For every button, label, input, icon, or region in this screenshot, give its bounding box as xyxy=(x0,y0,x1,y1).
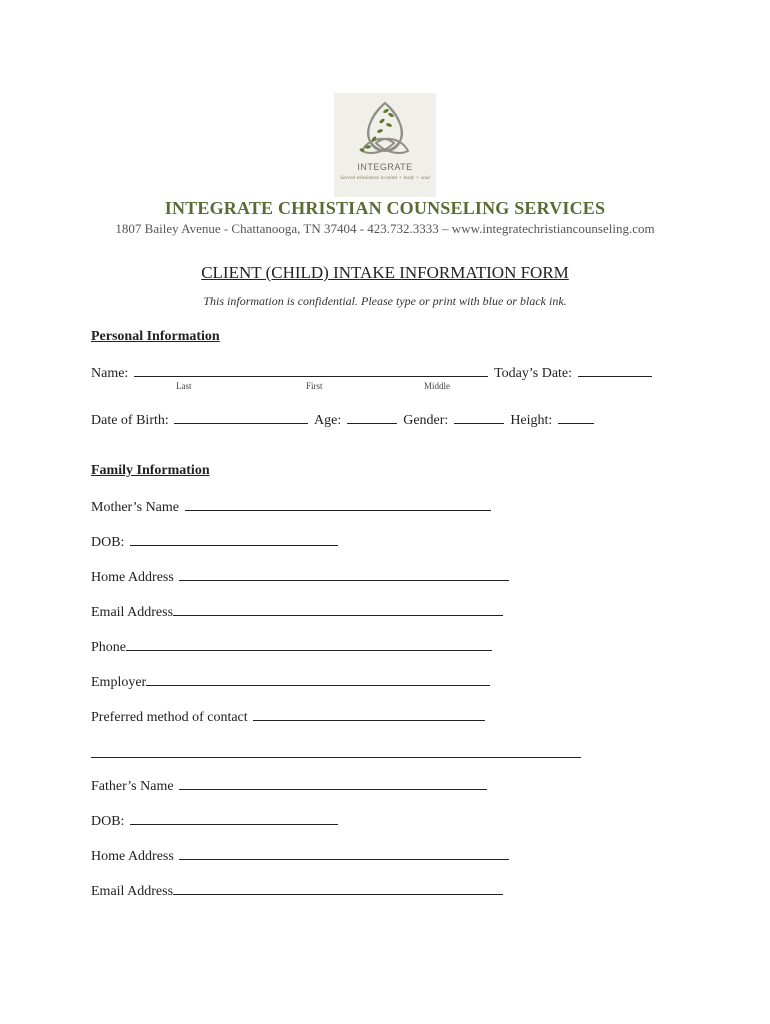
mother-extra-line-field[interactable] xyxy=(91,757,581,758)
section-heading-personal: Personal Information xyxy=(91,329,220,344)
section-heading-family: Family Information xyxy=(91,463,210,478)
logo-tagline: Sacred wholeness in mind + body + soul xyxy=(340,175,430,181)
father-name-label: Father’s Name xyxy=(91,779,174,794)
mother-home-field[interactable] xyxy=(179,568,509,581)
mother-name-field[interactable] xyxy=(185,498,491,511)
gender-label: Gender: xyxy=(403,413,449,428)
father-name-row xyxy=(91,777,490,795)
father-dob-label: DOB: xyxy=(91,814,125,829)
org-address: 1807 Bailey Avenue - Chattanooga, TN 37404 - 423.732.3333 – www.integratechristiancounseling.com xyxy=(115,221,655,236)
name-field[interactable] xyxy=(134,364,488,377)
logo-word: INTEGRATE xyxy=(357,162,413,172)
dob-row xyxy=(91,411,597,429)
mother-employer-label: Employer xyxy=(91,675,147,690)
mother-contact-row xyxy=(91,708,488,726)
gender-field[interactable] xyxy=(454,411,504,424)
trinity-knot-icon xyxy=(334,93,436,197)
mother-dob-label: DOB: xyxy=(91,535,125,550)
mother-employer-field[interactable] xyxy=(146,673,490,686)
sub-label-last: Last xyxy=(176,381,192,391)
mother-phone-field[interactable] xyxy=(126,638,492,651)
father-email-label: Email Address xyxy=(91,884,174,899)
todays-date-label: Today’s Date: xyxy=(494,366,573,381)
father-home-label: Home Address xyxy=(91,849,174,864)
mother-email-field[interactable] xyxy=(173,603,503,616)
name-row xyxy=(91,364,655,382)
mother-name-label: Mother’s Name xyxy=(91,500,179,515)
dob-label: Date of Birth: xyxy=(91,413,169,428)
logo xyxy=(334,93,436,197)
mother-name-row xyxy=(91,498,494,516)
father-dob-field[interactable] xyxy=(130,812,338,825)
dob-field[interactable] xyxy=(174,411,308,424)
mother-phone-row xyxy=(91,638,495,656)
father-dob-row xyxy=(91,812,341,830)
father-email-field[interactable] xyxy=(173,882,503,895)
father-home-field[interactable] xyxy=(179,847,509,860)
mother-dob-field[interactable] xyxy=(130,533,338,546)
todays-date-field[interactable] xyxy=(578,364,652,377)
form-title: CLIENT (CHILD) INTAKE INFORMATION FORM xyxy=(201,263,569,282)
mother-contact-label: Preferred method of contact xyxy=(91,710,248,725)
sub-label-first: First xyxy=(306,381,323,391)
father-home-row xyxy=(91,847,512,865)
father-email-row xyxy=(91,882,506,900)
confidentiality-note: This information is confidential. Please type or print with blue or black ink. xyxy=(203,294,567,308)
age-field[interactable] xyxy=(347,411,397,424)
mother-email-label: Email Address xyxy=(91,605,174,620)
mother-home-row xyxy=(91,568,512,586)
height-field[interactable] xyxy=(558,411,594,424)
mother-email-row xyxy=(91,603,506,621)
mother-employer-row xyxy=(91,673,493,691)
mother-dob-row xyxy=(91,533,341,551)
age-label: Age: xyxy=(314,413,342,428)
mother-contact-field[interactable] xyxy=(253,708,485,721)
org-name: INTEGRATE CHRISTIAN COUNSELING SERVICES xyxy=(164,198,606,218)
height-label: Height: xyxy=(510,413,553,428)
sub-label-middle: Middle xyxy=(424,381,450,391)
mother-home-label: Home Address xyxy=(91,570,174,585)
name-label: Name: xyxy=(91,366,129,381)
father-name-field[interactable] xyxy=(179,777,487,790)
mother-phone-label: Phone xyxy=(91,640,126,655)
